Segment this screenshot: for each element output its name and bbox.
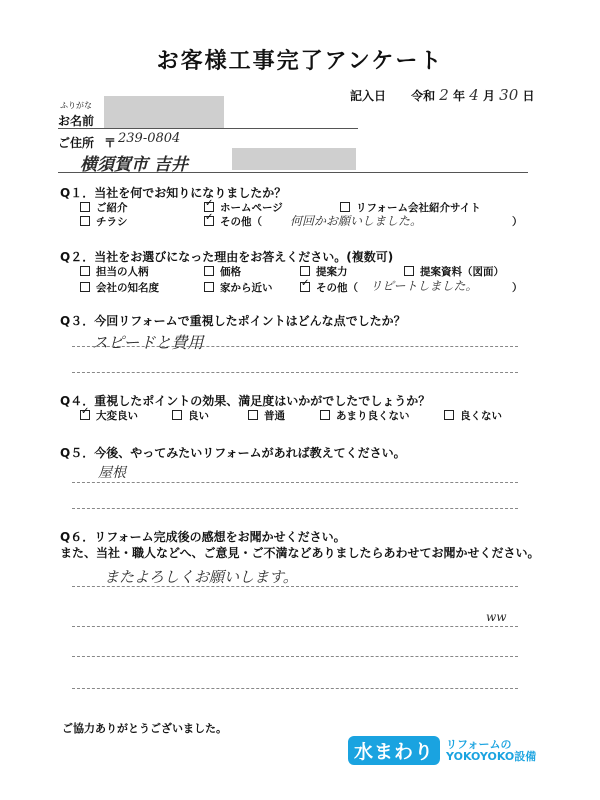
q1-other-answer: 何回かお願いしました。 — [290, 214, 423, 228]
q6-question-2: また、当社・職人などへ、ご意見・ご不満などありましたらあわせてお聞かせください。 — [60, 546, 540, 560]
q6-line-4 — [72, 688, 518, 689]
checkbox[interactable] — [444, 410, 454, 420]
q4-question: Q４．重視したポイントの効果、満足度はいかがでしたでしょうか？ — [60, 394, 431, 408]
q2-question: Q２．当社をお選びになった理由をお答えください。(複数可) — [60, 250, 394, 264]
option-label: その他（ — [220, 216, 262, 228]
address-redacted — [232, 148, 356, 170]
checkbox-checked[interactable] — [300, 282, 310, 292]
q6-answer: またよろしくお願いします。 — [104, 568, 298, 586]
q2-option-nearby[interactable] — [204, 280, 273, 295]
checkbox-checked[interactable] — [80, 410, 90, 420]
q1-option-referral[interactable] — [80, 200, 128, 215]
checkbox[interactable] — [80, 216, 90, 226]
q3-question: Q３．今回リフォームで重視したポイントはどんな点でしたか？ — [60, 314, 406, 328]
q5-answer: 屋根 — [98, 465, 126, 481]
option-label: 良くない — [460, 410, 502, 422]
q2-option-staff[interactable] — [80, 264, 149, 279]
furigana-label: ふりがな — [60, 101, 92, 110]
logo-sub-text-1: リフォームの — [446, 737, 512, 751]
option-label: ホームページ — [220, 202, 283, 214]
checkbox[interactable] — [80, 282, 90, 292]
q2-close-paren: ） — [512, 282, 523, 294]
q4-option-very-good[interactable] — [80, 408, 138, 423]
checkbox[interactable] — [300, 266, 310, 276]
option-label: ご紹介 — [96, 202, 128, 214]
entry-date-day: 30 — [499, 86, 519, 104]
q5-question: Q５．今後、やってみたいリフォームがあれば教えてください。 — [60, 446, 406, 460]
q3-line-1 — [72, 346, 518, 347]
option-label: リフォーム会社紹介サイト — [356, 202, 481, 214]
checkbox[interactable] — [80, 202, 90, 212]
q5-line-2 — [72, 508, 518, 509]
q1-close-paren: ） — [512, 216, 523, 228]
option-label: 提案資料（図面） — [420, 266, 504, 278]
entry-date-label: 記入日 — [350, 89, 387, 103]
checkbox-checked[interactable] — [204, 216, 214, 226]
q2-option-proposal[interactable] — [300, 264, 348, 279]
option-label: 普通 — [264, 410, 285, 422]
option-label: 家から近い — [220, 282, 273, 294]
q6-line-3 — [72, 656, 518, 657]
q2-option-other[interactable] — [300, 280, 358, 295]
page-title: お客様工事完了アンケート — [156, 49, 444, 74]
postal-code: 239-0804 — [118, 131, 181, 146]
option-label: チラシ — [96, 216, 128, 228]
q6-question: Q６．リフォーム完成後の感想をお聞かせください。 — [60, 530, 346, 544]
address-label: ご住所 — [58, 136, 95, 150]
q4-option-not-so-good[interactable] — [320, 408, 410, 423]
logo-sub-text-2: YOKOYOKO設備 — [446, 749, 537, 763]
option-label: あまり良くない — [336, 410, 410, 422]
option-label: 良い — [188, 410, 209, 422]
checkbox[interactable] — [80, 266, 90, 276]
checkbox[interactable] — [172, 410, 182, 420]
company-logo — [348, 736, 536, 765]
q1-option-other[interactable] — [204, 214, 262, 229]
name-redacted — [104, 96, 224, 128]
option-label: 価格 — [220, 266, 241, 278]
q2-other-answer: リピートしました。 — [370, 279, 478, 293]
q2-option-reputation[interactable] — [80, 280, 159, 295]
name-underline — [58, 128, 358, 129]
q2-option-price[interactable] — [204, 264, 241, 279]
option-label: 担当の人柄 — [96, 266, 149, 278]
entry-date-year: 2 — [439, 86, 449, 104]
checkbox-checked[interactable] — [204, 202, 214, 212]
q4-option-good[interactable] — [172, 408, 209, 423]
q3-answer: スピードと費用 — [92, 333, 204, 352]
q1-option-homepage[interactable] — [204, 200, 283, 215]
postal-mark: 〒 — [104, 136, 117, 150]
option-label: 大変良い — [96, 410, 138, 422]
logo-sub — [446, 739, 536, 763]
address-underline — [58, 172, 528, 173]
thanks-message: ご協力ありがとうございました。 — [62, 722, 227, 735]
entry-date-year-unit: 年 — [453, 89, 466, 103]
entry-date-month-unit: 月 — [482, 89, 495, 103]
entry-date — [350, 86, 534, 104]
address-handwritten: 横須賀市 吉井 — [80, 155, 188, 175]
option-label: 会社の知名度 — [96, 282, 159, 294]
checkbox[interactable] — [404, 266, 414, 276]
logo-main-text: 水まわり — [348, 736, 440, 765]
q1-option-flyer[interactable] — [80, 214, 128, 229]
q1-question: Q１．当社を何でお知りになりましたか？ — [60, 186, 287, 200]
q6-line-1 — [72, 586, 518, 587]
checkbox[interactable] — [204, 266, 214, 276]
option-label: 提案力 — [316, 266, 348, 278]
name-label: お名前 — [58, 114, 95, 128]
entry-date-month: 4 — [469, 86, 479, 104]
checkbox[interactable] — [320, 410, 330, 420]
q5-line-1 — [72, 482, 518, 483]
q6-line-2 — [72, 626, 518, 627]
checkbox[interactable] — [204, 282, 214, 292]
q4-option-normal[interactable] — [248, 408, 285, 423]
option-label: その他（ — [316, 282, 358, 294]
entry-date-day-unit: 日 — [522, 89, 535, 103]
checkbox[interactable] — [248, 410, 258, 420]
q6-signature: ww — [486, 610, 507, 624]
checkbox[interactable] — [340, 202, 350, 212]
entry-date-era: 令和 — [411, 89, 436, 103]
q3-line-2 — [72, 372, 518, 373]
q4-option-bad[interactable] — [444, 408, 502, 423]
